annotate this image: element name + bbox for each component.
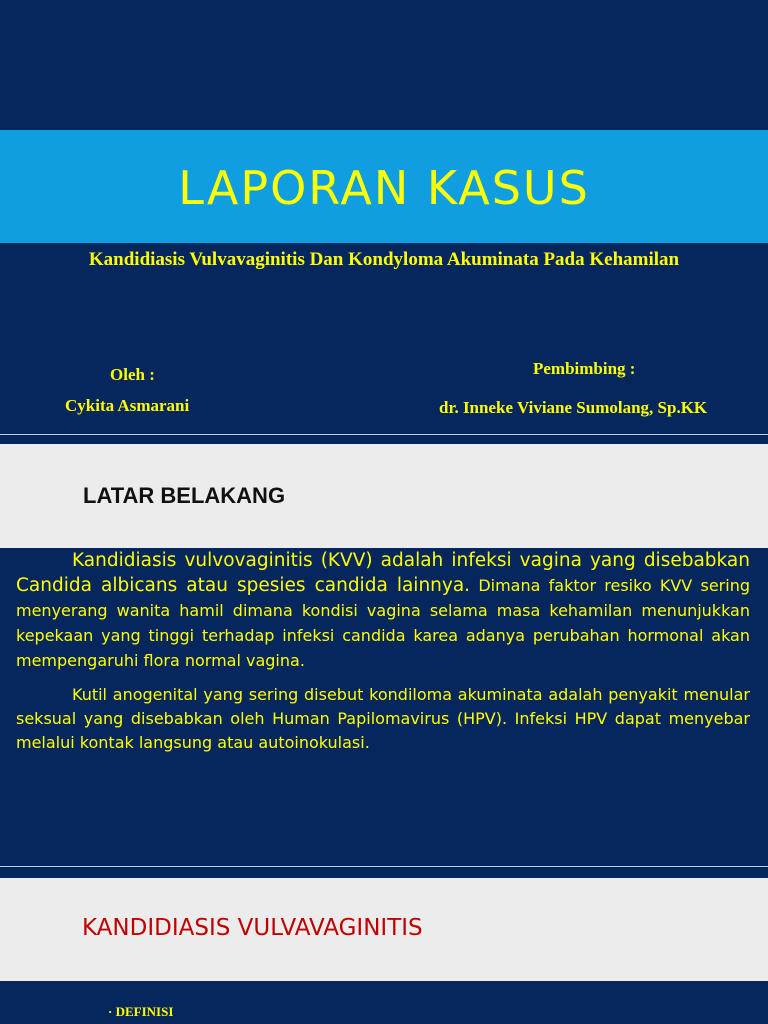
slide2-heading: LATAR BELAKANG bbox=[83, 483, 286, 508]
paragraph-kvv bbox=[16, 548, 750, 673]
slide2-body bbox=[16, 548, 750, 755]
slide1-top-band bbox=[0, 0, 768, 130]
paragraph-hpv: Kutil anogenital yang sering disebut kondiloma akuminata adalah penyakit menular seksual yang disebabkan oleh Human Papilomavirus (HPV). Infeksi HPV dapat menyebar melalui kontak langsung atau autoinokulasi. bbox=[16, 685, 750, 752]
author-label: Oleh : bbox=[110, 365, 155, 384]
slide-divider bbox=[0, 866, 768, 867]
supervisor-label: Pembimbing : bbox=[533, 359, 636, 378]
slide3-bullet-definisi: · DEFINISI bbox=[108, 1004, 174, 1019]
author-name: Cykita Asmarani bbox=[65, 396, 190, 415]
slide1-subtitle: Kandidiasis Vulvavaginitis Dan Kondyloma Akuminata Pada Kehamilan bbox=[88, 249, 680, 270]
paragraph-kvv-rest: Dimana faktor resiko KVV sering menyerang wanita hamil dimana kondisi vagina selama masa kehamilan menunjukkan kepekaan yang tinggi terhadap infeksi candida karea adanya perubahan hormonal akan mempengaruhi flora normal vagina. bbox=[16, 576, 750, 670]
slide3-heading: KANDIDIASIS VULVAVAGINITIS bbox=[82, 915, 423, 941]
paragraph-kvv-lead: Kandidiasis vulvovaginitis (KVV) adalah infeksi vagina yang disebabkan Candida albicans atau spesies candida lainnya. bbox=[16, 550, 750, 596]
slide-divider bbox=[0, 434, 768, 435]
slide1-title: LAPORAN KASUS bbox=[178, 161, 590, 215]
supervisor-name: dr. Inneke Viviane Sumolang, Sp.KK bbox=[439, 398, 708, 417]
